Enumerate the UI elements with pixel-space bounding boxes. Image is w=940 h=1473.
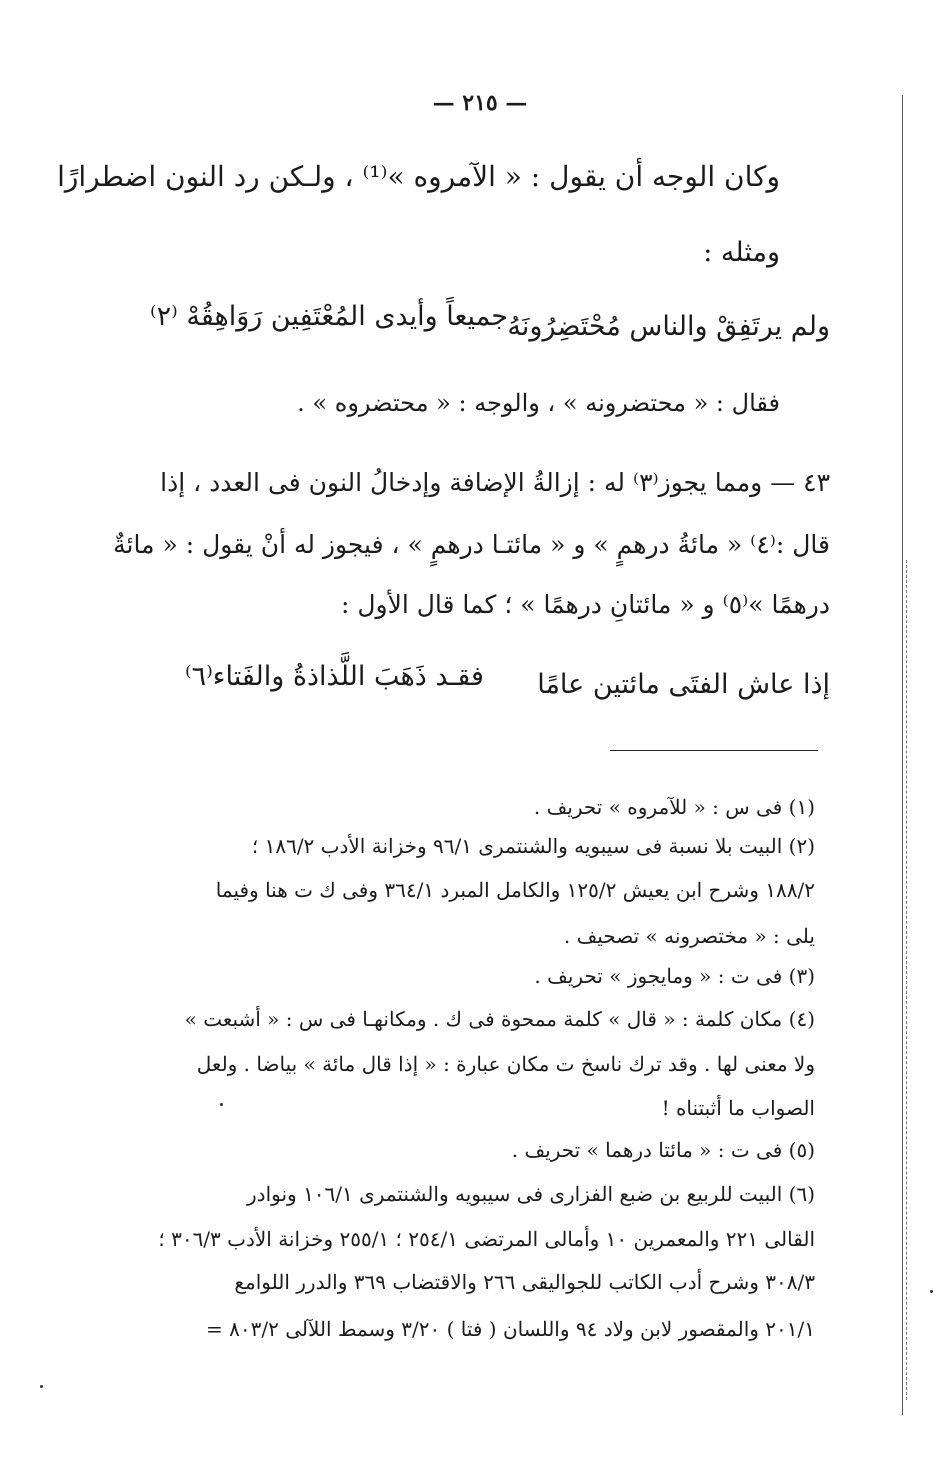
scan-speck (220, 1103, 223, 1106)
verse-1-first-hemistich: ولم يرتَفِقْ والناس مُحْتَضِرُونَهُ (507, 311, 830, 342)
footnote-separator (610, 750, 818, 751)
page-edge-line (902, 95, 903, 1415)
footnote-2-line-1: (٢) البيت بلا نسبة فى سيبويه والشنتمرى ٩٦/١ وخزانة الأدب ١٨٦/٢ ؛ (251, 834, 815, 858)
footnote-6-line-2: القالى ٢٢١ والمعمرين ١٠ وأمالى المرتضى ٢٥٤/١ ؛ ٢٥٥/١ وخزانة الأدب ٣٠٦/٣ ؛ (158, 1227, 815, 1251)
body-line-2: ومثله : (703, 237, 780, 268)
verse-2-second-hemistich: فقـد ذَهَبَ اللَّذاذةُ والفَتاء⁽٦⁾ (185, 661, 484, 692)
verse-1-second-hemistich: جميعاً وأيدى المُعْتَفِين رَوَاهِقُهْ ⁽٢⁾ (150, 301, 508, 332)
paragraph-line-1: ٤٣ — ومما يجوز⁽٣⁾ له : إزالةُ الإضافة وإدخالُ النون فى العدد ، إذا (160, 468, 830, 497)
footnote-6-line-1: (٦) البيت للربيع بن ضبع الفزارى فى سيبويه والشنتمرى ١٠٦/١ ونوادر (247, 1182, 815, 1206)
body-line-3: فقال : « محتضرونه » ، والوجه : « محتضروه » . (297, 389, 780, 417)
footnote-2-line-3: يلى : « مختصرونه » تصحيف . (563, 924, 815, 948)
footnote-5: (٥) فى ت : « مائتا درهما » تحريف . (511, 1138, 815, 1162)
footnote-4-line-3: الصواب ما أثبتناه ! (661, 1096, 815, 1120)
body-line-1: وكان الوجه أن يقول : « الآمروه »⁽¹⁾ ، ولـكن رد النون اضطرارًا (57, 160, 780, 193)
footnote-4-line-1: (٤) مكان كلمة : « قال » كلمة ممحوة فى ك . ومكانهـا فى س : « أشبعت » (184, 1007, 815, 1031)
paragraph-line-3: درهمًا »⁽٥⁾ و « مائتانِ درهمًا » ؛ كما قال الأول : (340, 590, 830, 619)
footnote-3: (٣) فى ت : « ومايجوز » تحريف . (534, 964, 815, 988)
footnote-1: (١) فى س : « للآمروه » تحريف . (533, 795, 815, 819)
footnote-4-line-2: ولا معنى لها . وقد ترك ناسخ ت مكان عبارة : « إذا قال مائة » بياضا . ولعل (196, 1052, 815, 1076)
footnote-2-line-2: ١٨٨/٢ وشرح ابن يعيش ١٢٥/٢ والكامل المبرد ٣٦٤/١ وفى ك ت هنا وفيما (215, 878, 815, 902)
page-number: — ٢١٥ — (432, 90, 528, 116)
verse-2-first-hemistich: إذا عاش الفتَى مائتين عامًا (537, 669, 830, 700)
scan-speck (930, 1290, 933, 1293)
footnote-6-line-4: ٢٠١/١ والمقصور لابن ولاد ٩٤ واللسان ( فتا ) ٣/٢٠ وسمط اللآلى ٨٠٣/٢ = (206, 1317, 815, 1341)
scan-speck (40, 1385, 43, 1388)
page-edge-shadow (906, 560, 907, 1400)
footnote-6-line-3: ٣٠٨/٣ وشرح أدب الكاتب للجواليقى ٢٦٦ والاقتضاب ٣٦٩ والدرر اللوامع (234, 1270, 815, 1294)
paragraph-line-2: قال :⁽٤⁾ « مائةُ درهمٍ » و « مائتـا درهمٍ » ، فيجوز له أنْ يقول : « مائةٌ (113, 530, 830, 559)
